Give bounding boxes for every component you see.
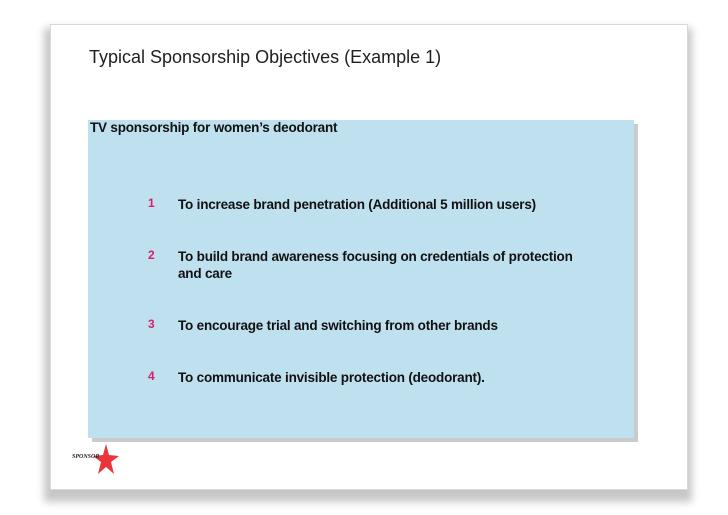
objective-item-3 bbox=[148, 317, 618, 334]
box-heading: TV sponsorship for women’s deodorant bbox=[90, 120, 338, 135]
objective-item-1 bbox=[148, 196, 618, 213]
slide-title: Typical Sponsorship Objectives (Example 1) bbox=[89, 47, 442, 67]
objective-text: To encourage trial and switching from other brands bbox=[178, 318, 498, 333]
objective-item-2 bbox=[148, 248, 588, 282]
objective-item-4 bbox=[148, 369, 618, 386]
objective-number: 3 bbox=[148, 317, 155, 331]
objective-number: 2 bbox=[148, 248, 155, 262]
sponsor-logo bbox=[70, 444, 120, 476]
objective-text: To communicate invisible protection (deodorant). bbox=[178, 370, 485, 385]
objective-number: 1 bbox=[148, 196, 155, 210]
red-star-logo-icon bbox=[70, 444, 120, 476]
logo-text: SPONSOR bbox=[72, 454, 100, 460]
objective-text: To build brand awareness focusing on credentials of protection and care bbox=[178, 249, 573, 281]
objective-number: 4 bbox=[148, 369, 155, 383]
objective-text: To increase brand penetration (Additional 5 million users) bbox=[178, 197, 536, 212]
